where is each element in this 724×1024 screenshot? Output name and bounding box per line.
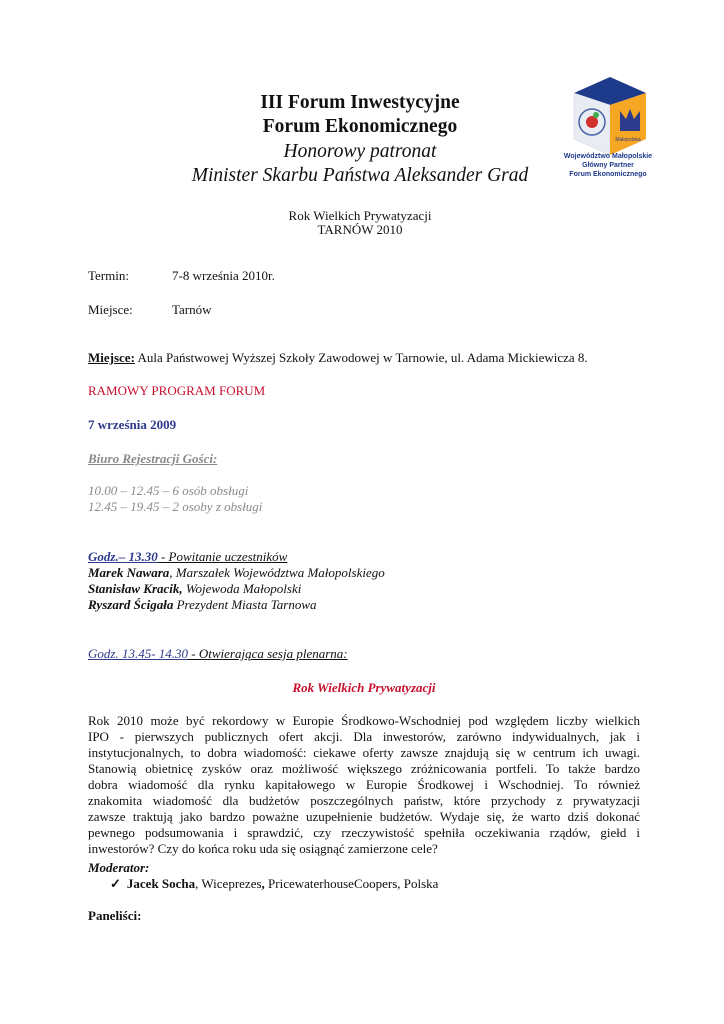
venue-label: Miejsce: bbox=[88, 350, 135, 365]
moderator-name: Jacek Socha bbox=[126, 876, 196, 891]
registration-line-1: 10.00 – 12.45 – 6 osób obsługi bbox=[88, 483, 249, 498]
moderator-comma: , bbox=[261, 876, 265, 891]
moderator-org: PricewaterhouseCoopers, Polska bbox=[264, 876, 439, 891]
patron-line-2: Minister Skarbu Państwa Aleksander Grad bbox=[191, 165, 529, 186]
paragraph-line: Stanowią obietnicę zysków oraz możliwość większego zróżnicowania portfeli. To także bardzo bbox=[88, 761, 640, 776]
title-line-1: III Forum Inwestycyjne bbox=[260, 92, 460, 113]
speaker-1-role: , Marszałek Województwa Małopolskiego bbox=[169, 565, 385, 580]
paragraph-line: dobra wiadomość dla rynku kapitałowego w Europie Środkowej i Wschodniej. To również bbox=[88, 777, 640, 792]
session-title: - Otwierająca sesja plenarna: bbox=[188, 646, 348, 661]
moderator-line bbox=[110, 876, 438, 892]
moderator-label: Moderator: bbox=[88, 860, 150, 875]
welcome-title: - Powitanie uczestników bbox=[157, 549, 288, 564]
logo-caption bbox=[548, 152, 668, 179]
place-label: Miejsce: bbox=[88, 302, 133, 317]
title-line-2: Forum Ekonomicznego bbox=[262, 116, 458, 137]
session-heading bbox=[88, 646, 348, 662]
speaker-2 bbox=[88, 581, 301, 597]
subtitle-line-2: TARNÓW 2010 bbox=[317, 222, 403, 237]
place-value: Tarnów bbox=[172, 302, 212, 317]
paragraph-line: IPO - pierwszych publicznych ofert akcji. Dla inwestorów, zarówno indywidualnych, jak i bbox=[88, 729, 640, 744]
venue-value: Aula Państwowej Wyższej Szkoły Zawodowej w Tarnowie, ul. Adama Mickiewicza 8. bbox=[137, 350, 588, 365]
registration-title: Biuro Rejestracji Gości: bbox=[88, 451, 218, 466]
welcome-heading bbox=[88, 549, 287, 565]
speaker-1-name: Marek Nawara bbox=[88, 565, 170, 580]
speaker-2-role: Wojewoda Małopolski bbox=[182, 581, 302, 596]
paragraph-line: Rok 2010 może być rekordowy w Europie Środkowo-Wschodniej pod względem liczby wielkich bbox=[88, 713, 640, 728]
session-paragraph bbox=[88, 713, 640, 857]
speaker-3 bbox=[88, 597, 317, 613]
venue-line bbox=[88, 350, 648, 366]
welcome-time: Godz.– 13.30 bbox=[88, 549, 158, 564]
paragraph-line: zawsze traktują jako bardzo poważne uzupełnienie budżetów. Wydaje się, że warto dziś dokonać bbox=[88, 809, 640, 824]
speaker-3-name: Ryszard Ścigała bbox=[88, 597, 174, 612]
panelists-label: Paneliści: bbox=[88, 908, 142, 923]
speaker-2-name: Stanisław Kracik, bbox=[88, 581, 183, 596]
term-value: 7-8 września 2010r. bbox=[172, 268, 275, 283]
cube-logo-icon bbox=[566, 75, 654, 157]
moderator-role: , Wiceprezes bbox=[195, 876, 262, 891]
program-heading: RAMOWY PROGRAM FORUM bbox=[88, 383, 266, 398]
patron-line-1: Honorowy patronat bbox=[283, 141, 437, 162]
paragraph-line: instytucjonalnych, to dobra wiadomość: ciekawe oferty zawsze znajdują się w centrum ich uwagi. bbox=[88, 745, 640, 760]
registration-line-2: 12.45 – 19.45 – 2 osoby z obsługi bbox=[88, 499, 263, 514]
paragraph-line: inwestorów? Czy do końca roku uda się osiągnąć zamierzone cele? bbox=[88, 841, 438, 856]
subtitle-line-1: Rok Wielkich Prywatyzacji bbox=[288, 208, 432, 223]
session-time: Godz. 13.45- 14.30 bbox=[88, 646, 189, 661]
logo-caption-line-3: Forum Ekonomicznego bbox=[569, 171, 647, 178]
session-topic: Rok Wielkich Prywatyzacji bbox=[292, 680, 436, 695]
speaker-1 bbox=[88, 565, 385, 581]
term-label: Termin: bbox=[88, 268, 129, 283]
svg-text:Małopolska: Małopolska bbox=[615, 137, 641, 143]
program-date: 7 września 2009 bbox=[88, 417, 177, 432]
paragraph-line: pewnego podsumowania i sprawdzić, czy rzeczywistość spełniła oczekiwania rządów, giełd i bbox=[88, 825, 640, 840]
checkmark-icon: ✓ bbox=[110, 876, 121, 891]
speaker-3-role: Prezydent Miasta Tarnowa bbox=[173, 597, 317, 612]
logo-caption-line-1: Województwo Małopolskie bbox=[563, 153, 653, 160]
logo-caption-line-2: Główny Partner bbox=[582, 162, 634, 169]
paragraph-line: znakomita wiadomość dla budżetów poszczególnych państw, które przychody z prywatyzacji bbox=[88, 793, 640, 808]
